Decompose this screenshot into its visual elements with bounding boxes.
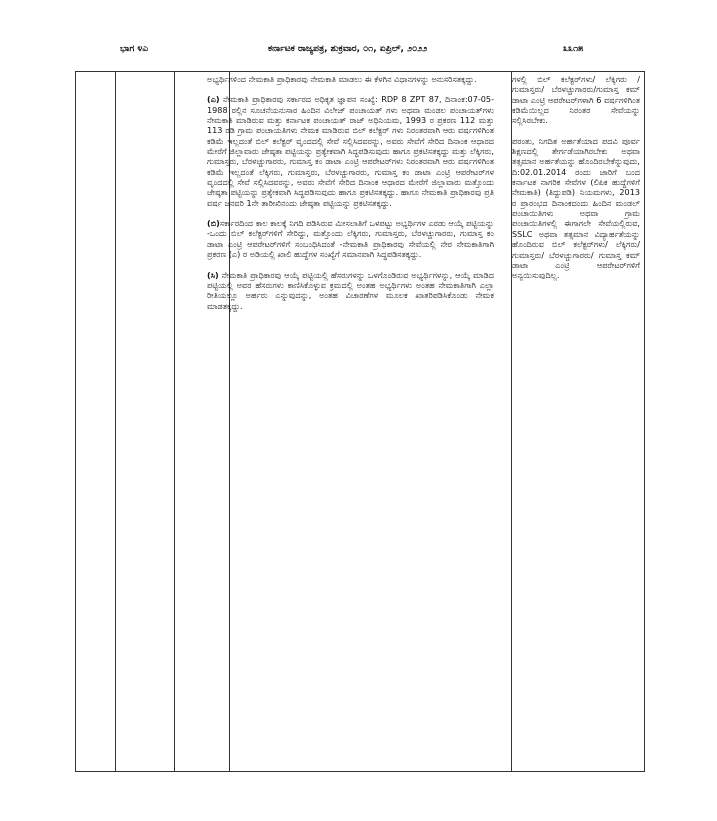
qualification-paragraph-1: ಗಳಲ್ಲಿ ಬಿಲ್ ಕಲೆಕ್ಟರ್‌ಗಳು/ ಲೆಕ್ಕಿಗರು / ಗುಮಾಸ್ತರು/ ಬೆರಳಚ್ಚುಗಾರರು/ಗುಮಾಸ್ತ ಕಮ್ ಡಾಟಾ ಎಂಟ್ರಿ ಆಪರೇಟರ್‌ಗಳಾಗಿ 6 ವರ್ಷಗಳಿಗಿಂತ ಕಡಿಮೆಯಿಲ್ಲದ ನಿರಂತರ ಸೇವೆಯನ್ನು ಸಲ್ಲಿಸಿರಬೇಕು. [512, 74, 640, 126]
column-divider-2 [174, 72, 175, 771]
column-divider-1 [115, 72, 116, 771]
clause-b [207, 218, 494, 259]
method-of-recruitment-column [207, 74, 494, 321]
clause-b-label: (ಬಿ) [207, 218, 220, 229]
part-label: ಭಾಗ ೪ಎ [120, 44, 149, 54]
gazette-title: ಕರ್ನಾಟಕ ರಾಜ್ಯಪತ್ರ, ಶುಕ್ರವಾರ, ೦೧, ಏಪ್ರಿಲ್, ೨೦೨೨ [268, 44, 428, 54]
clause-b-text: ಸರ್ಕಾರದಿಂದ ಕಾಲ ಕಾಲಕ್ಕೆ ನಿಗದಿ ಪಡಿಸಿರುವ ಮೀಸಲಾತಿಗೆ ಒಳಪಟ್ಟು ಅಭ್ಯರ್ಥಿಗಳ ಎರಡು ಆಯ್ಕೆ ಪಟ್ಟಿಯನ್ನು -ಒಂದು ಬಿಲ್ ಕಲೆಕ್ಟರ್‌ಗಳಿಗೆ ಸೇರಿದ್ದು, ಮತ್ತೊಂದು ಲೆಕ್ಕಿಗರು, ಗುಮಾಸ್ತರು, ಬೆರಳಚ್ಚುಗಾರರು, ಗುಮಾಸ್ತ ಕಂ ಡಾಟಾ ಎಂಟ್ರಿ ಆಪರೇಟರ್‌ಗಳಿಗೆ ಸಂಬಂಧಿಸಿದಂತೆ -ನೇಮಕಾತಿ ಪ್ರಾಧಿಕಾರವು ಸೇವೆಯಲ್ಲಿ ನೇರ ನೇಮಕಾತಿಗಾಗಿ ಪ್ರಕರಣ (ಎ) ರ ಅಡಿಯಲ್ಲಿ ಖಾಲಿ ಹುದ್ದೆಗಳ ಸಂಖ್ಯೆಗೆ ಸಮಾನವಾಗಿ ಸಿದ್ಧಪಡಿಸತಕ್ಕದ್ದು. [207, 218, 494, 260]
intro-paragraph: ಅಭ್ಯರ್ಥಿಗಳಿಂದ ನೇಮಕಾತಿ ಪ್ರಾಧಿಕಾರವು ನೇಮಕಾತಿ ಮಾಡಲು ಈ ಕೆಳಗಿನ ವಿಧಾನಗಳನ್ನು ಅನುಸರಿಸತಕ್ಕದ್ದು. [207, 74, 477, 84]
clause-a-label: (ಎ) [207, 94, 220, 105]
clause-c [207, 270, 494, 311]
qualification-column [512, 74, 640, 291]
clause-a-text: ನೇಮಕಾತಿ ಪ್ರಾಧಿಕಾರವು ಸರ್ಕಾರದ ಅಧಿಕೃತ ಜ್ಞಾಪನ ಸಂಖ್ಯೆ: RDP 8 ZPT 87, ದಿನಾಂಕ:07-05-1988 ರಲ್ಲಿನ ಸೂಚನೆಯನುಸಾರ ಹಿಂದಿನ ವಿಲೇಜ್ ಪಂಚಾಯತ್ ಗಳು ಅಥವಾ ಮಂಡಲ ಪಂಚಾಯತ್‌ಗಳು ನೇಮಕಾತಿ ಮಾಡಿರುವ ಮತ್ತು ಕರ್ನಾಟಕ ಪಂಚಾಯತ್ ರಾಜ್ ಅಧಿನಿಯಮ, 1993 ರ ಪ್ರಕರಣ 112 ಮತ್ತು 113 ರಡಿ ಗ್ರಾಮ ಪಂಚಾಯತಿಗಳು ನೇಮಕ ಮಾಡಿರುವ ಬಿಲ್ ಕಲೆಕ್ಟರ್ ಗಳು ನಿರಂತರವಾಗಿ ಆರು ವರ್ಷಗಳಿಗಿಂತ ಕಡಿಮೆ ಇಲ್ಲದಂತೆ ಬಿಲ್ ಕಲೆಕ್ಟರ್ ವೃಂದದಲ್ಲಿ ಸೇವೆ ಸಲ್ಲಿಸಿದವರನ್ನು, ಅವರು ಸೇವೆಗೆ ಸೇರಿದ ದಿನಾಂಕ ಆಧಾರದ ಮೇರೆಗೆ ಜಿಲ್ಲಾವಾರು ಜೇಷ್ಠತಾ ಪಟ್ಟಿಯನ್ನು ಪ್ರತ್ಯೇಕವಾಗಿ ಸಿದ್ಧಪಡಿಸುವುದು ಹಾಗೂ ಪ್ರಕಟಿಸತಕ್ಕದ್ದು ಮತ್ತು ಲೆಕ್ಕಿಗರು, ಗುಮಾಸ್ತರು, ಬೆರಳಚ್ಚುಗಾರರು, ಗುಮಾಸ್ತ ಕಂ ಡಾಟಾ ಎಂಟ್ರಿ ಆಪರೇಟರ್‌ಗಳು ನಿರಂತರವಾಗಿ ಆರು ವರ್ಷಗಳಿಗಿಂತ ಕಡಿಮೆ ಇಲ್ಲದಂತೆ ಲೆಕ್ಕಿಗರು, ಗುಮಾಸ್ತರು, ಬೆರಳಚ್ಚುಗಾರರು, ಗುಮಾಸ್ತ ಕಂ ಡಾಟಾ ಎಂಟ್ರಿ ಆಪರೇಟರ್‌ಗಳ ವೃಂದದಲ್ಲಿ ಸೇವೆ ಸಲ್ಲಿಸಿದವರನ್ನು, ಅವರು ಸೇವೆಗೆ ಸೇರಿದ ದಿನಾಂಕ ಆಧಾರದ ಮೇರೆಗೆ ಜಿಲ್ಲಾವಾರು ಮತ್ತೊಂದು ಜೇಷ್ಠತಾ ಪಟ್ಟಿಯನ್ನು ಪ್ರತ್ಯೇಕವಾಗಿ ಸಿದ್ಧಪಡಿಸುವುದು ಹಾಗೂ ಪ್ರಕಟಿಸತಕ್ಕದ್ದು. ಹಾಗೂ ನೇಮಕಾತಿ ಪ್ರಾಧಿಕಾರವು ಪ್ರತಿ ವರ್ಷ ಜನವರಿ 1ನೇ ತಾರೀಖಿನಂದು ಜೇಷ್ಠತಾ ಪಟ್ಟಿಯನ್ನು ಪ್ರಕಟಿಸತಕ್ಕದ್ದು. [207, 94, 494, 208]
page-number: ೩೩೧೫ [563, 44, 584, 54]
qualification-proviso: ಪರಂತು, ನಿಗದಿತ ಅರ್ಹತೆಯಾದ ಪದವಿ ಪೂರ್ವ ಶಿಕ್ಷಣದಲ್ಲಿ ತೇರ್ಗಡೆಯಾಗಿರಬೇಕು ಅಥವಾ ತತ್ಸಮಾನ ಅರ್ಹತೆಯನ್ನು ಹೊಂದಿರಬೇಕೆನ್ನುವುದು, ದಿ:02.01.2014 ರಂದು ಜಾರಿಗೆ ಬಂದ ಕರ್ನಾಟಕ ನಾಗರಿಕ ಸೇವೆಗಳ (ಲಿಪಿಕ ಹುದ್ದೆಗಳಿಗೆ ನೇಮಕಾತಿ) (ತಿದ್ದುಪಡಿ) ನಿಯಮಗಳು, 2013 ರ ಪ್ರಾರಂಭದ ದಿನಾಂಕದಂದು ಹಿಂದಿನ ಮಂಡಲ್ ಪಂಚಾಯಿತಿಗಳು ಅಥವಾ ಗ್ರಾಮ ಪಂಚಾಯಿತಿಗಳಲ್ಲಿ ಈಗಾಗಲೇ ಸೇವೆಯಲ್ಲಿರುವ, SSLC ಅಥವಾ ತತ್ಸಮಾನ ವಿದ್ಯಾರ್ಹತೆಯನ್ನು ಹೊಂದಿರುವ ಬಿಲ್ ಕಲೆಕ್ಟರ್‌ಗಳು/ ಲೆಕ್ಕಿಗರು/ ಗುಮಾಸ್ತರು/ ಬೆರಳಚ್ಚುಗಾರರು/ ಗುಮಾಸ್ತ ಕಮ್ ಡಾಟಾ ಎಂಟ್ರಿ ಆಪರೇಟರ್‌ಗಳಿಗೆ ಅನ್ವಯಿಸುವುದಿಲ್ಲ. [512, 135, 640, 281]
clause-a [207, 94, 494, 208]
clause-c-label: (ಸಿ) [207, 269, 219, 280]
page-header [0, 44, 717, 60]
clause-c-text: ನೇಮಕಾತಿ ಪ್ರಾಧಿಕಾರವು ಆಯ್ಕೆ ಪಟ್ಟಿಯಲ್ಲಿ ಹೆಸರುಗಳನ್ನು ಒಳಗೊಂಡಿರುವ ಅಭ್ಯರ್ಥಿಗಳನ್ನು, ಆಯ್ಕೆ ಮಾಡಿದ ಪಟ್ಟಿಯಲ್ಲಿ ಅವರ ಹೆಸರುಗಳು ಕಾಣಿಸಿಕೊಳ್ಳುವ ಕ್ರಮದಲ್ಲಿ ಅಂತಹ ಅಭ್ಯರ್ಥಿಗಳು ಅಂತಹ ನೇಮಕಾತಿಗಾಗಿ ಎಲ್ಲಾ ರೀತಿಯಲ್ಲೂ ಅರ್ಹರು ಎನ್ನುವುದನ್ನು, ಅಂತಹ ವಿಚಾರಣೆಗಳ ಮೂಲಕ ಖಾತರಿಪಡಿಸಿಕೊಂಡು ನೇಮಕ ಮಾಡತಕ್ಕದ್ದು. [207, 269, 494, 311]
